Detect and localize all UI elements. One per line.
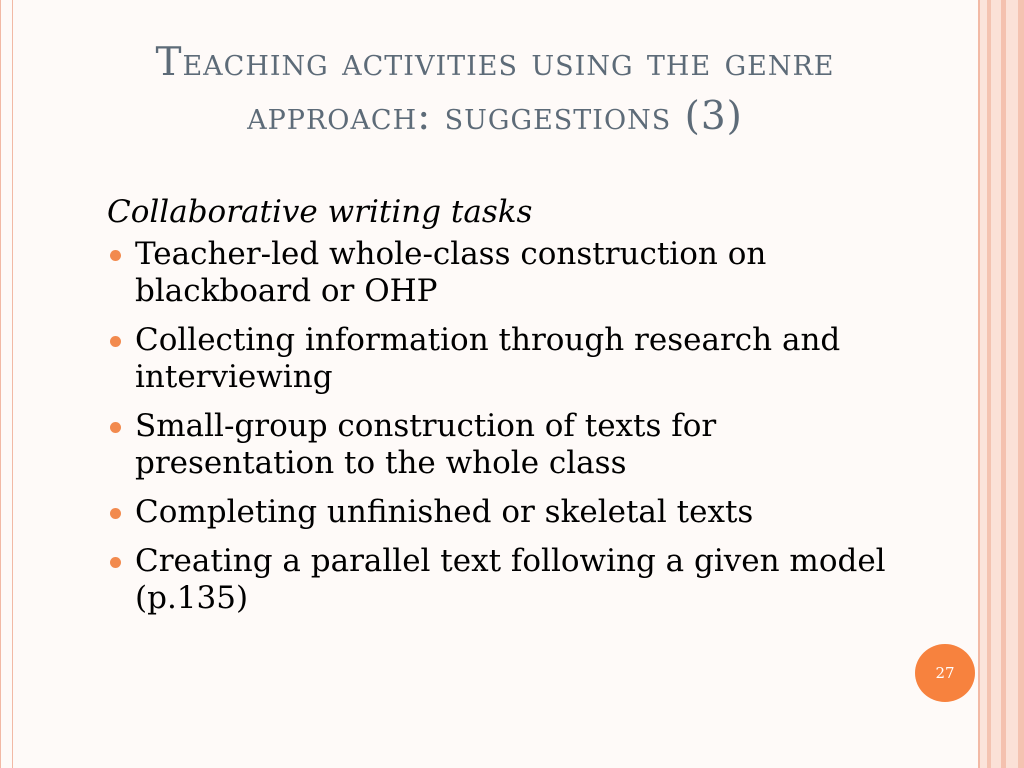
bullet-dot-icon bbox=[110, 336, 121, 347]
bullet-item bbox=[107, 408, 907, 482]
bullet-text: Collecting information through research and interviewing bbox=[135, 322, 841, 395]
bullet-list bbox=[107, 236, 907, 629]
bullet-text: Creating a parallel text following a given model (p.135) bbox=[135, 543, 886, 616]
bullet-item bbox=[107, 236, 907, 310]
bullet-dot-icon bbox=[110, 508, 121, 519]
section-subheading: Collaborative writing tasks bbox=[107, 194, 533, 230]
right-decorative-stripe bbox=[991, 0, 1001, 768]
page-number: 27 bbox=[935, 664, 955, 682]
bullet-dot-icon bbox=[110, 557, 121, 568]
slide-title: Teaching activities using the genre approach: suggestions (3) bbox=[155, 40, 835, 139]
left-frame-line bbox=[0, 0, 1, 768]
bullet-dot-icon bbox=[110, 422, 121, 433]
bullet-text: Completing unfinished or skeletal texts bbox=[135, 494, 754, 530]
right-decorative-stripe bbox=[1006, 0, 1018, 768]
left-frame-line bbox=[12, 0, 13, 768]
bullet-text: Teacher-led whole-class construction on blackboard or OHP bbox=[135, 236, 767, 309]
bullet-item bbox=[107, 494, 907, 531]
bullet-dot-icon bbox=[110, 250, 121, 261]
right-decorative-stripe bbox=[980, 0, 987, 768]
bullet-item bbox=[107, 322, 907, 396]
page-number-badge bbox=[915, 644, 975, 702]
bullet-text: Small-group construction of texts for presentation to the whole class bbox=[135, 408, 717, 481]
right-decorative-stripe bbox=[1018, 0, 1024, 768]
bullet-item bbox=[107, 543, 907, 617]
